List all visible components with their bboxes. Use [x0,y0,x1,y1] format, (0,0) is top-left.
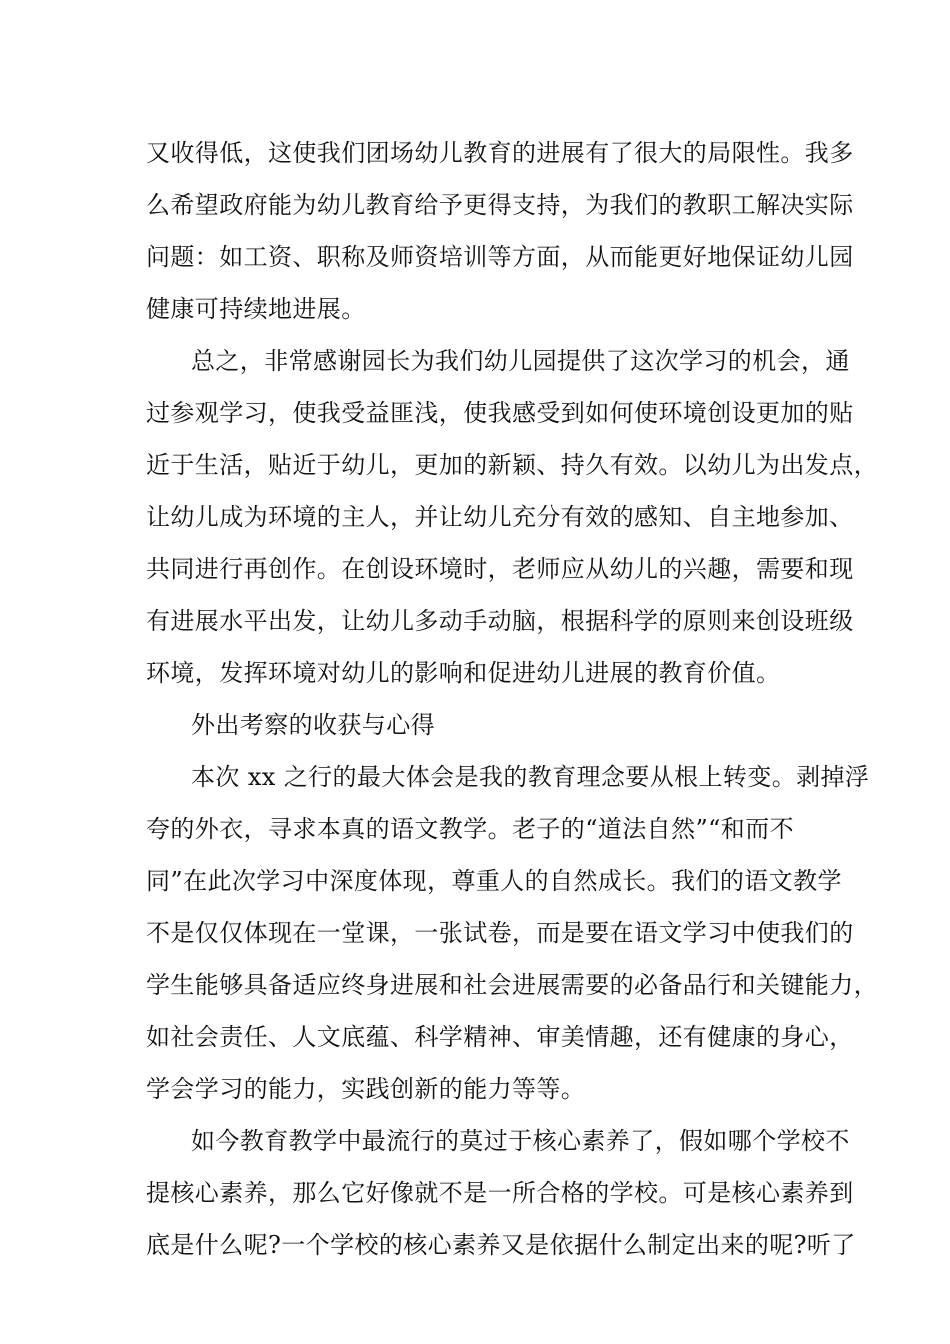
text-line: 么希望政府能为幼儿教育给予更得支持，为我们的教职工解决实际 [146,191,854,219]
document-body [146,127,878,1271]
paragraph-first-line: 总之，非常感谢园长为我们幼儿园提供了这次学习的机会，通 [191,347,850,375]
text-line: 健康可持续地进展。 [146,295,366,323]
text-line: 同”在此次学习中深度体现，尊重人的自然成长。我们的语文教学 [146,867,842,895]
text-line: 不是仅仅体现在一堂课，一张试卷，而是要在语文学习中使我们的 [146,919,854,947]
text-line: 过参观学习，使我受益匪浅，使我感受到如何使环境创设更加的贴 [146,399,854,427]
text-line: 有进展水平出发，让幼儿多动手动脑，根据科学的原则来创设班级 [146,607,854,635]
text-line: 问题：如工资、职称及师资培训等方面，从而能更好地保证幼儿园 [146,243,854,271]
text-line: 学会学习的能力，实践创新的能力等等。 [146,1075,586,1103]
text-line: 夸的外衣，寻求本真的语文教学。老子的“道法自然”“和而不 [146,815,795,843]
text-line: 环境，发挥环境对幼儿的影响和促进幼儿进展的教育价值。 [146,659,781,687]
text-line: 提核心素养，那么它好像就不是一所合格的学校。可是核心素养到 [146,1179,854,1207]
text-line: 近于生活，贴近于幼儿，更加的新颖、持久有效。以幼儿为出发点， [146,451,878,479]
text-line: 学生能够具备适应终身进展和社会进展需要的必备品行和关键能力， [146,971,878,999]
paragraph-first-line: 本次 xx 之行的最大体会是我的教育理念要从根上转变。剥掉浮 [191,763,870,791]
text-line: 又收得低，这使我们团场幼儿教育的进展有了很大的局限性。我多 [146,139,854,167]
section-heading: 外出考察的收获与心得 [191,711,435,739]
text-line: 底是什么呢?一个学校的核心素养又是依据什么制定出来的呢?听了 [146,1231,856,1259]
text-line: 共同进行再创作。在创设环境时，老师应从幼儿的兴趣，需要和现 [146,555,854,583]
text-line: 如社会责任、人文底蕴、科学精神、审美情趣，还有健康的身心， [146,1023,854,1051]
text-line: 让幼儿成为环境的主人，并让幼儿充分有效的感知、自主地参加、 [146,503,854,531]
paragraph-first-line: 如今教育教学中最流行的莫过于核心素养了，假如哪个学校不 [191,1127,850,1155]
